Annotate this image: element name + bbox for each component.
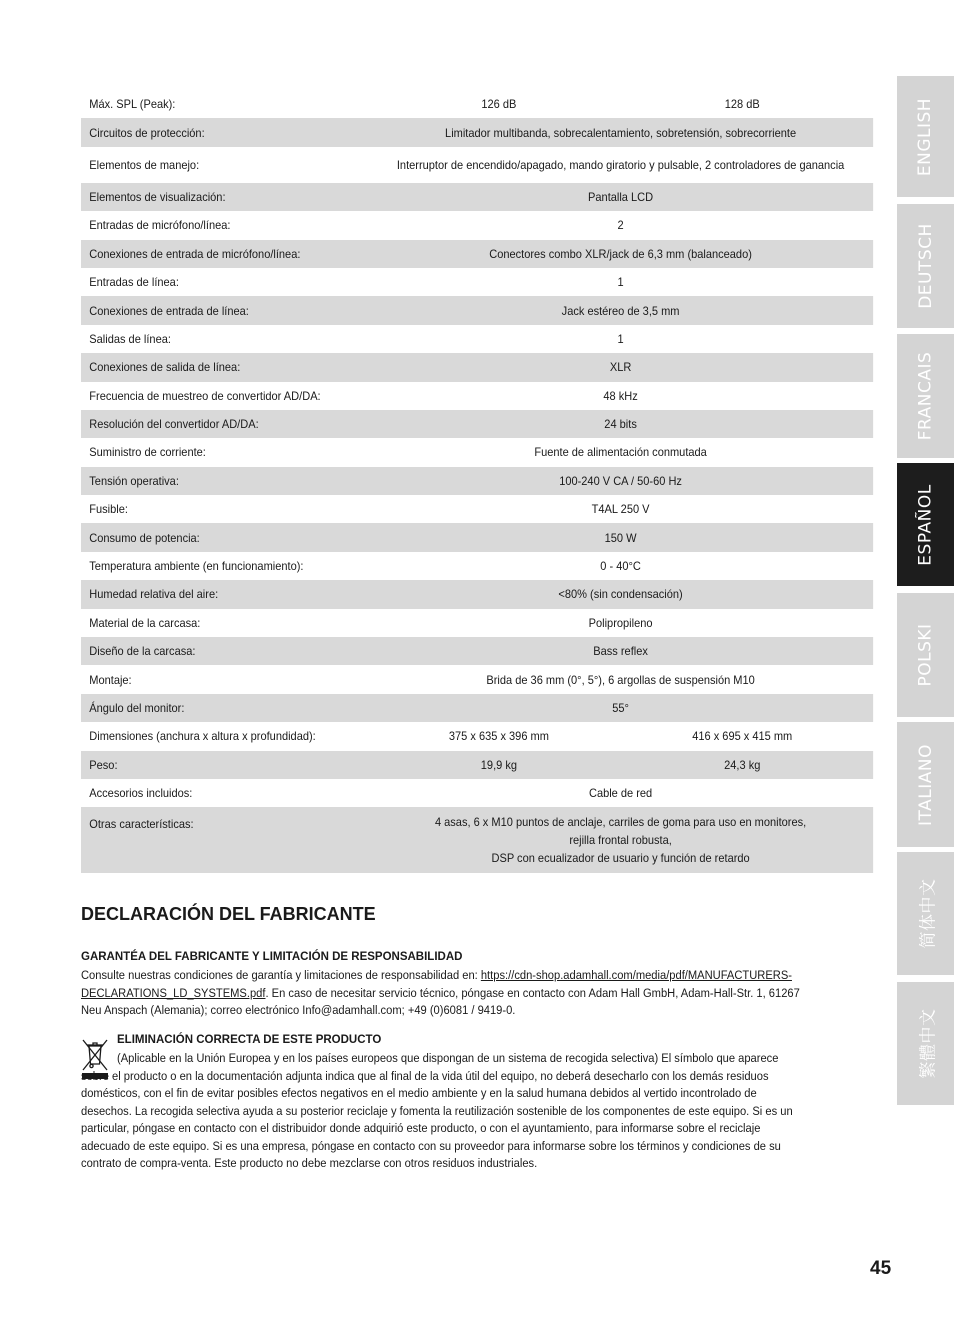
spec-row bbox=[81, 722, 873, 750]
spec-label: Temperatura ambiente (en funcionamiento): bbox=[89, 559, 304, 574]
spec-label: Máx. SPL (Peak): bbox=[89, 97, 176, 112]
language-tab[interactable] bbox=[897, 852, 954, 975]
spec-label: Circuitos de protección: bbox=[89, 125, 205, 140]
spec-value bbox=[368, 813, 873, 867]
language-tab[interactable] bbox=[897, 76, 954, 197]
spec-value: 150 W bbox=[604, 530, 637, 545]
language-tab-label: 简体中文 bbox=[918, 878, 938, 949]
spec-value: Interruptor de encendido/apagado, mando giratorio y pulsable, 2 controladores de ganancia bbox=[396, 157, 845, 172]
spec-label: Conexiones de entrada de micrófono/línea: bbox=[89, 246, 301, 261]
spec-value: Brida de 36 mm (0°, 5°), 6 argollas de suspensión M10 bbox=[486, 672, 755, 687]
warranty-text-after: . En caso de necesitar servicio técnico, póngase en contacto con Adam Hall GmbH, Adam-Hall-Str. 1, 61267 Neu Anspach (Alemania); correo electrónico Info@adamhall.com; +49 (0)6081 / 9419-0. bbox=[81, 985, 800, 1017]
language-tab[interactable] bbox=[897, 463, 954, 586]
language-tab-label: 繁體中文 bbox=[918, 1008, 938, 1079]
disposal-text: (Aplicable en la Unión Europea y en los países europeos que dispongan de un sistema de recogida selectiva) El símbolo que aparece sobre el producto o en la documentación adjunta indica que al final de la vida útil del equipo, no deberá desecharlo con los demás residuos domésticos, con el fin de evitar posibles efectos negativos en el medio ambiente y en la salud humana debidos al vertido incontrolado de desechos. La recogida selectiva ayuda a su posterior reciclaje y fomenta la reutilización sostenible de los componentes de este equipo. Si es un particular, póngase en contacto con el distribuidor donde adquirió este producto, o con el ayuntamiento, para informarse sobre el reciclaje adecuado de este equipo. Si es una empresa, póngase en contacto con su proveedor para informarse sobre los términos y condiciones de su contrato de compra-venta. Este producto no debe mezclarse con otros residuos industriales. bbox=[81, 1051, 793, 1170]
spec-label: Accesorios incluidos: bbox=[89, 786, 193, 801]
spec-value-a: 126 dB bbox=[481, 97, 517, 112]
spec-row bbox=[81, 637, 873, 665]
spec-value: 1 bbox=[617, 275, 624, 290]
spec-label: Peso: bbox=[89, 757, 118, 772]
language-tab[interactable] bbox=[897, 334, 954, 458]
spec-row bbox=[81, 779, 873, 807]
spec-label: Conexiones de salida de línea: bbox=[89, 360, 241, 375]
spec-value: Limitador multibanda, sobrecalentamiento, sobretensión, sobrecorriente bbox=[445, 125, 797, 140]
language-tab-label: FRANCAIS bbox=[915, 351, 936, 441]
spec-value-b: 24,3 kg bbox=[724, 757, 761, 772]
language-tab-label: ENGLISH bbox=[915, 97, 936, 176]
spec-row bbox=[81, 410, 873, 438]
spec-value: 24 bits bbox=[604, 417, 637, 432]
spec-value: 55° bbox=[612, 701, 629, 715]
spec-value-line: rejilla frontal robusta, bbox=[569, 833, 672, 848]
spec-row bbox=[81, 118, 873, 146]
spec-value: Fuente de alimentación conmutada bbox=[534, 445, 707, 460]
spec-value: Pantalla LCD bbox=[588, 189, 654, 204]
spec-label: Diseño de la carcasa: bbox=[89, 644, 196, 659]
spec-value: Conectores combo XLR/jack de 6,3 mm (balanceado) bbox=[489, 246, 752, 261]
spec-value: Polipropileno bbox=[588, 615, 653, 630]
spec-label: Entradas de línea: bbox=[89, 275, 179, 290]
spec-row bbox=[81, 90, 873, 118]
spec-row bbox=[81, 467, 873, 495]
spec-value: <80% (sin condensación) bbox=[558, 587, 683, 602]
spec-label: Humedad relativa del aire: bbox=[89, 587, 219, 602]
spec-label: Entradas de micrófono/línea: bbox=[89, 218, 231, 233]
spec-label: Material de la carcasa: bbox=[89, 615, 201, 630]
spec-value-b: 416 x 695 x 415 mm bbox=[692, 729, 793, 744]
warranty-heading: GARANTÉA DEL FABRICANTE Y LIMITACIÓN DE RESPONSABILIDAD bbox=[81, 951, 463, 963]
spec-label: Elementos de visualización: bbox=[89, 189, 226, 204]
spec-row bbox=[81, 751, 873, 779]
spec-value bbox=[368, 727, 873, 745]
spec-label: Tensión operativa: bbox=[89, 473, 179, 488]
language-tab[interactable] bbox=[897, 204, 954, 328]
spec-label: Elementos de manejo: bbox=[89, 157, 200, 172]
warranty-text-before: Consulte nuestras condiciones de garantía y limitaciones de responsabilidad en: bbox=[81, 968, 481, 982]
language-tab-label: DEUTSCH bbox=[915, 223, 936, 309]
spec-value bbox=[368, 95, 873, 113]
spec-value: 48 kHz bbox=[603, 388, 638, 403]
warranty-link[interactable]: https://cdn-shop.adamhall.com/media/pdf/MANUFACTURERS-DECLARATIONS_LD_SYSTEMS.pdf bbox=[81, 968, 792, 1000]
spec-row bbox=[81, 694, 873, 722]
spec-label: Ángulo del monitor: bbox=[89, 701, 185, 715]
spec-value-line: DSP con ecualizador de usuario y función de retardo bbox=[491, 851, 750, 866]
spec-row bbox=[81, 495, 873, 523]
spec-label: Montaje: bbox=[89, 672, 132, 687]
spec-row bbox=[81, 325, 873, 353]
spec-row bbox=[81, 807, 873, 873]
spec-value: Bass reflex bbox=[593, 644, 648, 659]
warranty-text bbox=[81, 967, 801, 1020]
spec-label: Resolución del convertidor AD/DA: bbox=[89, 417, 259, 432]
language-tab-label: ITALIANO bbox=[915, 743, 936, 826]
spec-value bbox=[368, 756, 873, 774]
spec-value: Jack estéreo de 3,5 mm bbox=[561, 303, 680, 318]
spec-value: 2 bbox=[617, 218, 624, 233]
spec-row bbox=[81, 523, 873, 551]
spec-row bbox=[81, 268, 873, 296]
spec-row bbox=[81, 183, 873, 211]
spec-row bbox=[81, 296, 873, 324]
language-tab-label: POLSKI bbox=[915, 623, 936, 687]
spec-row bbox=[81, 438, 873, 466]
language-tab[interactable] bbox=[897, 982, 954, 1105]
spec-row bbox=[81, 552, 873, 580]
spec-row bbox=[81, 240, 873, 268]
spec-row bbox=[81, 609, 873, 637]
spec-value-b: 128 dB bbox=[724, 97, 760, 112]
spec-value: 1 bbox=[617, 331, 624, 346]
spec-label: Fusible: bbox=[89, 502, 128, 517]
language-tab-label: ESPAÑOL bbox=[915, 483, 936, 566]
spec-value: T4AL 250 V bbox=[591, 502, 650, 517]
spec-label: Salidas de línea: bbox=[89, 331, 171, 346]
spec-label: Dimensiones (anchura x altura x profundidad): bbox=[89, 729, 316, 744]
spec-row bbox=[81, 580, 873, 608]
disposal-heading: ELIMINACIÓN CORRECTA DE ESTE PRODUCTO bbox=[117, 1034, 382, 1046]
spec-value-a: 19,9 kg bbox=[480, 757, 518, 772]
spec-label: Conexiones de entrada de línea: bbox=[89, 303, 249, 318]
language-tab[interactable] bbox=[897, 593, 954, 717]
declaration-title: DECLARACIÓN DEL FABRICANTE bbox=[81, 904, 376, 924]
spec-row bbox=[81, 665, 873, 693]
spec-value-a: 375 x 635 x 396 mm bbox=[448, 729, 549, 744]
spec-label: Frecuencia de muestreo de convertidor AD/DA: bbox=[89, 388, 321, 403]
spec-value: 100-240 V CA / 50-60 Hz bbox=[559, 473, 682, 488]
spec-value: XLR bbox=[609, 360, 632, 375]
spec-row bbox=[81, 147, 873, 183]
spec-value: Cable de red bbox=[588, 786, 653, 801]
spec-row bbox=[81, 353, 873, 381]
spec-row bbox=[81, 211, 873, 239]
language-tab[interactable] bbox=[897, 722, 954, 847]
spec-value: 0 - 40°C bbox=[600, 559, 641, 574]
spec-table bbox=[81, 90, 873, 873]
spec-label: Suministro de corriente: bbox=[89, 445, 206, 460]
page-number: 45 bbox=[870, 1258, 892, 1279]
spec-label: Consumo de potencia: bbox=[89, 530, 200, 545]
spec-row bbox=[81, 382, 873, 410]
spec-value-line: 4 asas, 6 x M10 puntos de anclaje, carriles de goma para uso en monitores, bbox=[434, 815, 807, 830]
spec-label: Otras características: bbox=[89, 817, 194, 832]
